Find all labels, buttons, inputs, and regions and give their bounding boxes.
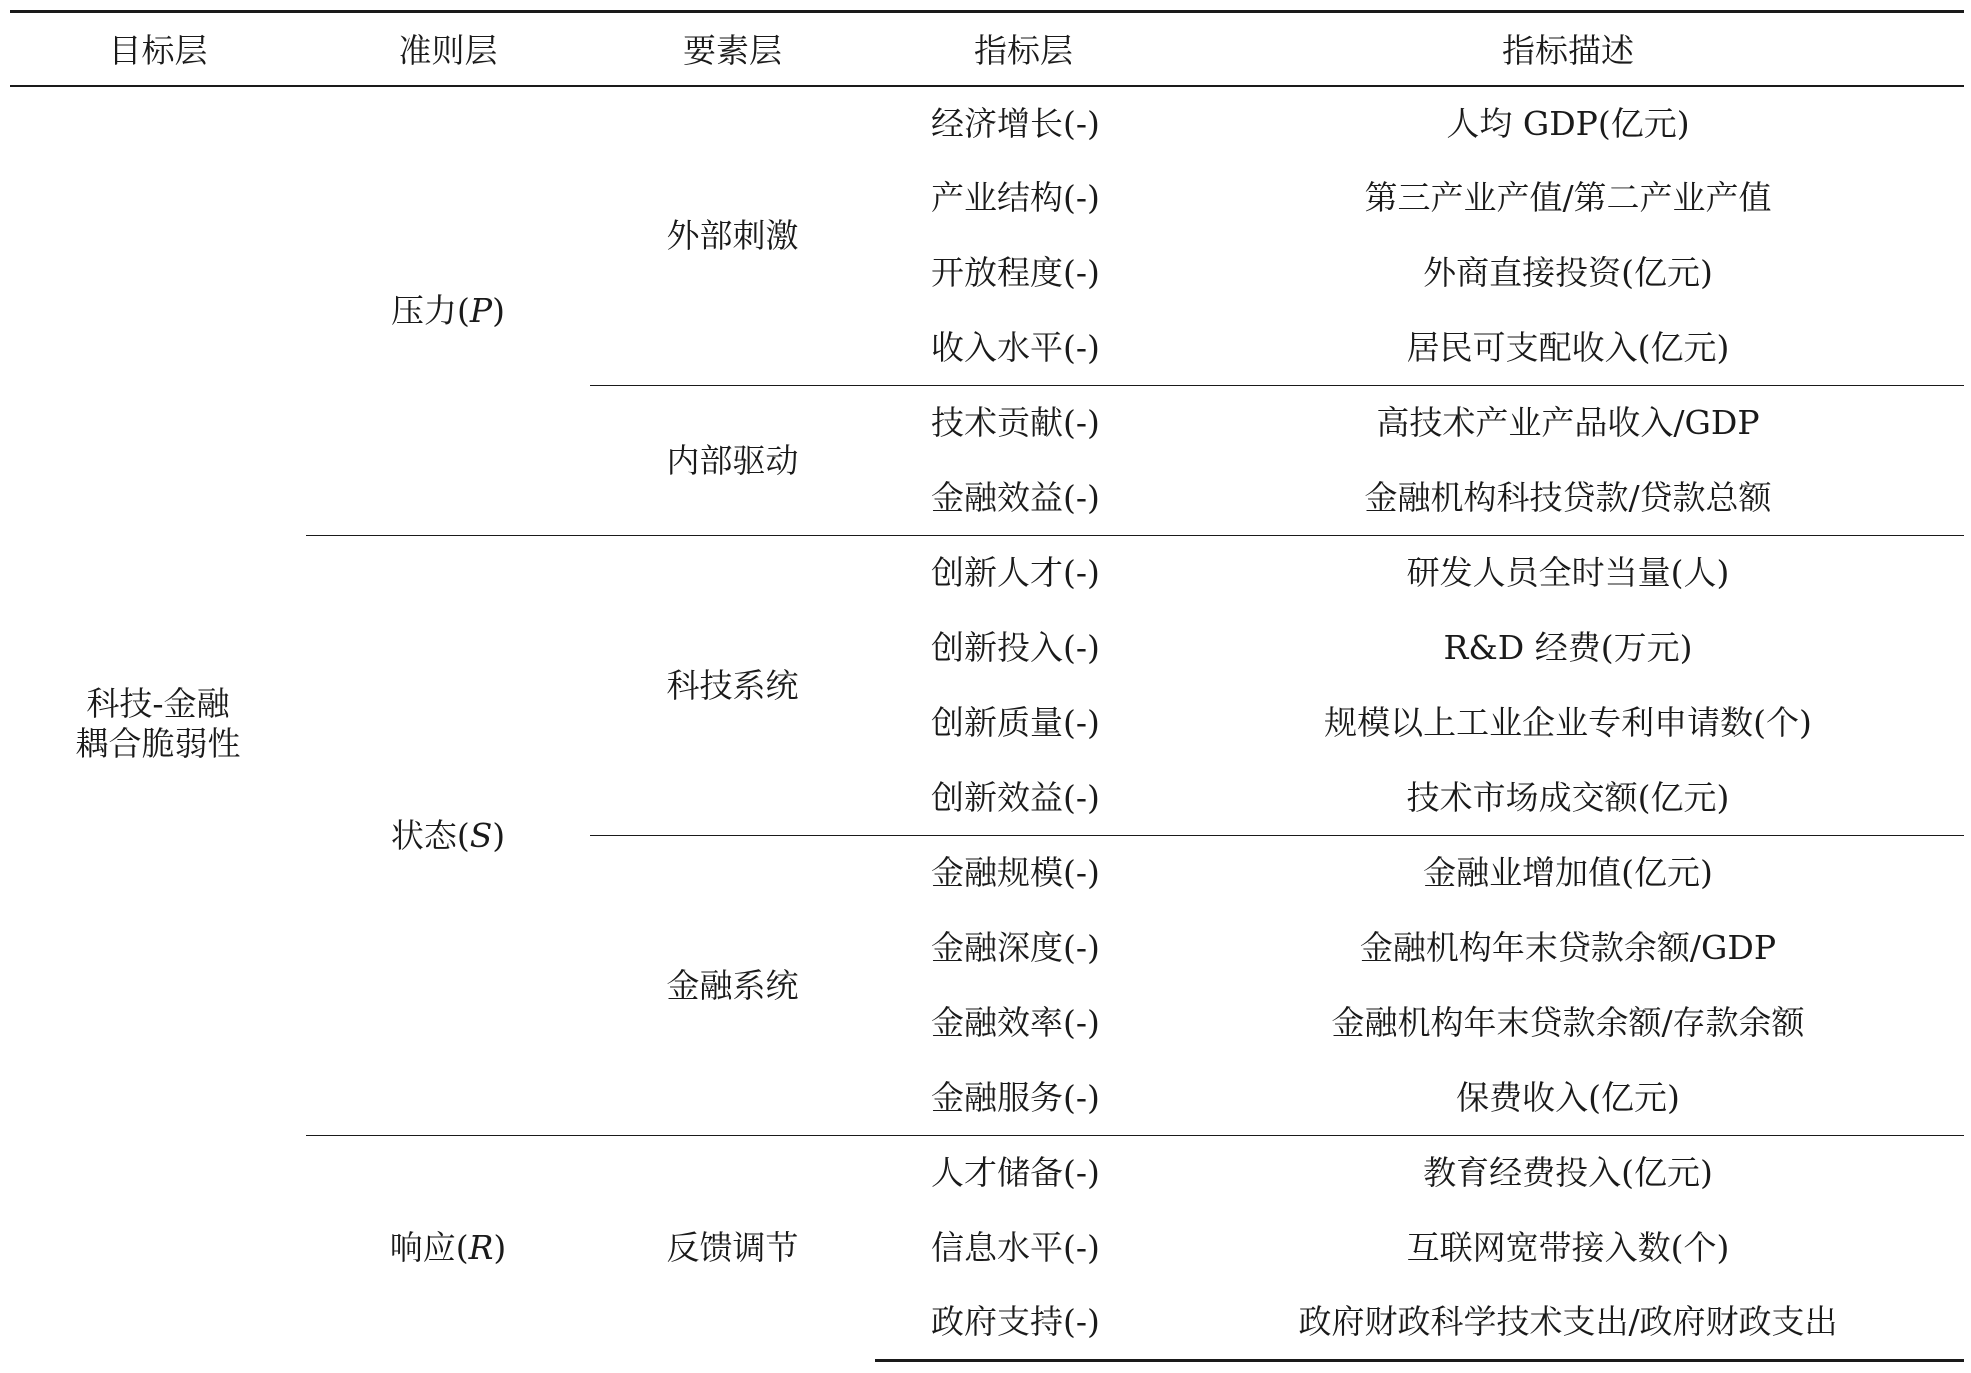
description-cell: 互联网宽带接入数(个): [1406, 1228, 1730, 1268]
goal-cell: [10, 86, 306, 1361]
criterion-letter: P: [469, 290, 493, 330]
table-row: [10, 86, 1964, 161]
indicator-cell: 产业结构(-): [931, 178, 1100, 218]
indicator-cell: 政府支持(-): [875, 1286, 1172, 1361]
criterion-pressure: [306, 86, 590, 536]
criterion-state: [306, 536, 590, 1136]
indicator-cell: 开放程度(-): [931, 253, 1100, 293]
indicator-cell: 收入水平(-): [931, 327, 1100, 367]
criterion-letter: S: [469, 815, 493, 855]
indicator-cell: 创新人才(-): [875, 536, 1172, 611]
indicator-cell: 金融效率(-): [931, 1003, 1100, 1043]
header-indicator-layer: 指标层: [875, 12, 1172, 86]
element-external-stimulus: 外部刺激: [666, 215, 799, 255]
element-feedback-regulation: 反馈调节: [590, 1136, 875, 1361]
indicator-cell: 金融服务(-): [931, 1077, 1100, 1117]
table-body: [10, 86, 1964, 1361]
description-cell: 金融机构年末贷款余额/存款余额: [1331, 1003, 1805, 1043]
header-element-layer: 要素层: [590, 12, 875, 86]
description-cell: 政府财政科学技术支出/政府财政支出: [1172, 1286, 1964, 1361]
criterion-letter: R: [468, 1228, 494, 1268]
description-cell: 人均 GDP(亿元): [1446, 103, 1690, 143]
indicator-cell: 技术贡献(-): [875, 386, 1172, 461]
indicator-cell: 经济增长(-): [931, 103, 1100, 143]
indicator-system-table: [10, 10, 1964, 1362]
criterion-suffix: ): [493, 1228, 507, 1268]
description-cell: 规模以上工业企业专利申请数(个): [1324, 703, 1812, 743]
indicator-cell: 金融规模(-): [875, 836, 1172, 911]
element-financial-system: 金融系统: [590, 836, 875, 1136]
criterion-suffix: ): [492, 290, 505, 330]
criterion-suffix: ): [492, 815, 506, 855]
description-cell: R&D 经费(万元): [1443, 628, 1693, 668]
indicator-cell: 金融效益(-): [931, 477, 1100, 517]
header-criterion-layer: 准则层: [306, 12, 590, 86]
table-header: [10, 12, 1964, 86]
element-technology-system: 科技系统: [590, 536, 875, 836]
indicator-cell: 金融深度(-): [931, 928, 1100, 968]
description-cell: 金融机构年末贷款余额/GDP: [1359, 928, 1777, 968]
description-cell: 金融业增加值(亿元): [1172, 836, 1964, 911]
goal-line-1: 科技-金融: [86, 683, 230, 723]
description-cell: 居民可支配收入(亿元): [1406, 327, 1730, 367]
indicator-cell: 创新效益(-): [931, 777, 1100, 817]
description-cell: 金融机构科技贷款/贷款总额: [1364, 477, 1772, 517]
header-row: [10, 12, 1964, 86]
criterion-response: [306, 1136, 590, 1361]
indicator-cell: 创新投入(-): [931, 628, 1100, 668]
description-cell: 高技术产业产品收入/GDP: [1172, 386, 1964, 461]
description-cell: 外商直接投资(亿元): [1423, 253, 1713, 293]
indicator-cell: 信息水平(-): [931, 1228, 1100, 1268]
indicator-cell: 人才储备(-): [875, 1136, 1172, 1211]
criterion-prefix: 状态(: [390, 815, 470, 855]
header-goal-layer: 目标层: [10, 12, 306, 86]
indicator-cell: 创新质量(-): [931, 703, 1100, 743]
element-internal-driving: 内部驱动: [590, 386, 875, 536]
description-cell: 第三产业产值/第二产业产值: [1364, 178, 1772, 218]
description-cell: 研发人员全时当量(人): [1172, 536, 1964, 611]
description-cell: 教育经费投入(亿元): [1172, 1136, 1964, 1211]
header-indicator-description: 指标描述: [1172, 12, 1964, 86]
criterion-prefix: 响应(: [389, 1228, 469, 1268]
description-cell: 技术市场成交额(亿元): [1406, 777, 1730, 817]
goal-line-2: 耦合脆弱性: [75, 723, 241, 763]
criterion-prefix: 压力(: [391, 290, 470, 330]
description-cell: 保费收入(亿元): [1456, 1077, 1680, 1117]
